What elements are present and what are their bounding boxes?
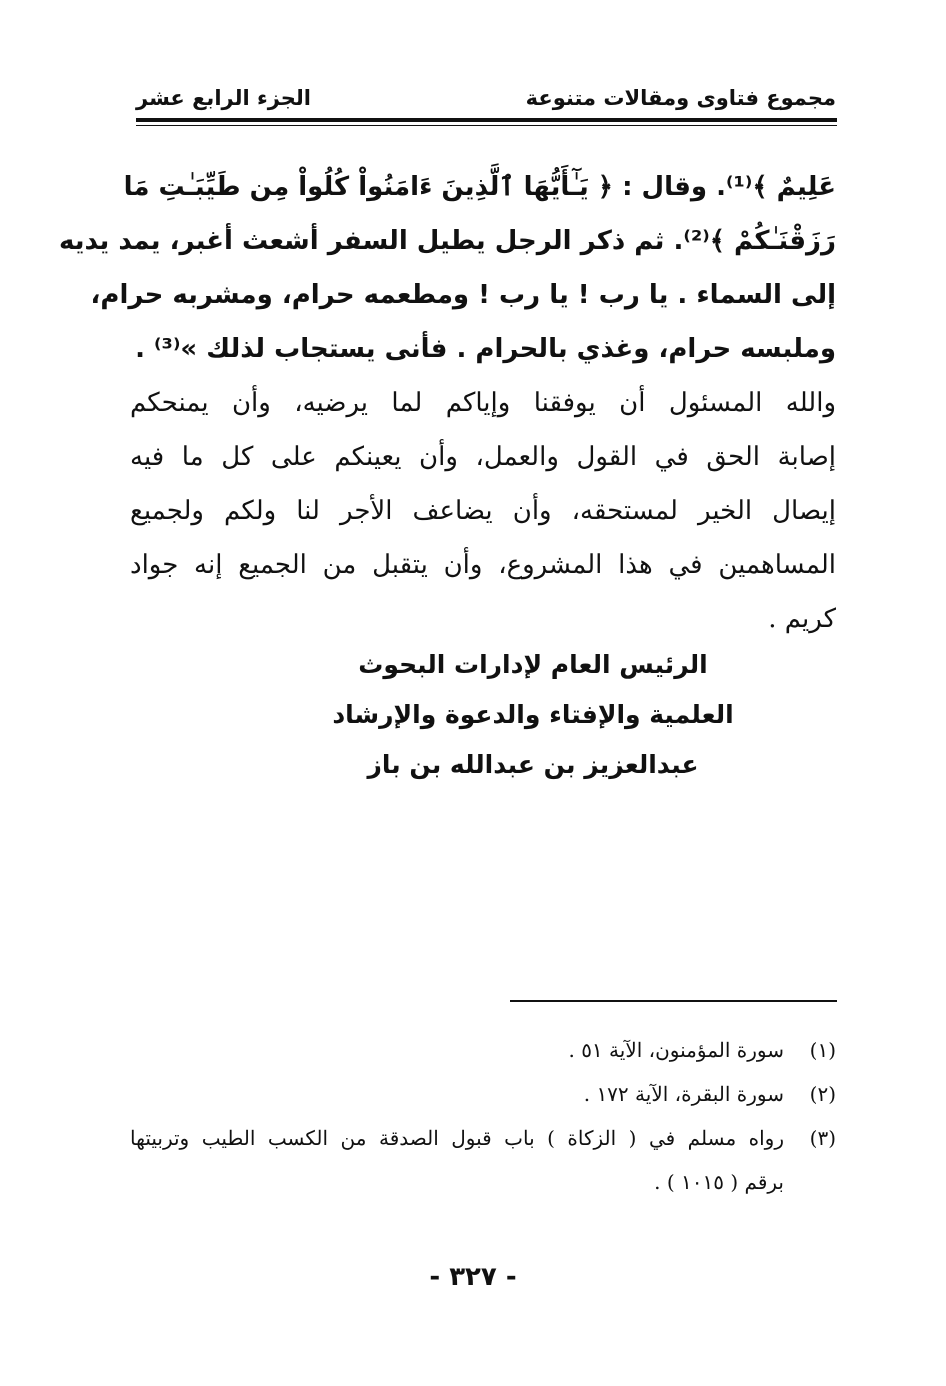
footnotes [130, 1028, 836, 1204]
paragraph-line: وملبسه حرام، وغذي بالحرام . فأنى يستجاب لذلك »⁽³⁾ . [135, 334, 836, 364]
header-rule-thick [136, 118, 837, 122]
header-rule-thin [136, 125, 837, 126]
signature-title-line1: الرئيس العام لإدارات البحوث [358, 650, 708, 679]
paragraph-line: إلى السماء . يا رب ! يا رب ! ومطعمه حرام، ومشربه حرام، [90, 280, 836, 310]
footnote-item [130, 1116, 836, 1160]
footnote-separator [510, 1000, 837, 1002]
volume-title: الجزء الرابع عشر [136, 86, 311, 110]
signature-title-line2: العلمية والإفتاء والدعوة والإرشاد [332, 700, 734, 729]
paragraph-line: كريم . [768, 604, 836, 634]
footnote-text: سورة البقرة، الآية ١٧٢ . [583, 1082, 784, 1106]
paragraph-line: عَلِيمٌ ﴾⁽¹⁾. وقال : ﴿ يَـٰٓأَيُّهَا ٱلَّذِينَ ءَامَنُواْ كُلُواْ مِن طَيِّبَـٰتِ مَا [123, 172, 836, 202]
footnote-number: (١) [809, 1038, 836, 1062]
paragraph-line: إيصال الخير لمستحقه، وأن يضاعف الأجر لنا ولكم ولجميع [130, 496, 836, 526]
footnote-number: (٣) [809, 1126, 836, 1150]
footnote-item [130, 1072, 836, 1116]
footnote-text: سورة المؤمنون، الآية ٥١ . [568, 1038, 784, 1062]
paragraph-line: إصابة الحق في القول والعمل، وأن يعينكم على كل ما فيه [130, 442, 836, 472]
signature-name: عبدالعزيز بن عبدالله بن باز [367, 750, 699, 779]
page-number: - ٣٢٧ - [429, 1262, 517, 1292]
paragraph-line: المساهمين في هذا المشروع، وأن يتقبل من الجميع إنه جواد [130, 550, 836, 580]
paragraph-line: رَزَقْنَـٰكُمْ ﴾⁽²⁾. ثم ذكر الرجل يطيل السفر أشعث أغبر، يمد يديه [58, 226, 836, 256]
paragraph-closing [130, 376, 836, 646]
running-header [136, 86, 836, 112]
signature-block [136, 640, 836, 790]
footnote-text: برقم ( ١٠١٥ ) . [654, 1170, 784, 1194]
footnote-number: (٢) [809, 1082, 836, 1106]
footnote-continuation [130, 1160, 836, 1204]
footnote-text: رواه مسلم في ( الزكاة ) باب قبول الصدقة من الكسب الطيب وتربيتها [130, 1126, 784, 1150]
book-title: مجموع فتاوى ومقالات متنوعة [525, 86, 836, 110]
paragraph-hadith [58, 160, 836, 376]
footnote-item [130, 1028, 836, 1072]
paragraph-line: والله المسئول أن يوفقنا وإياكم لما يرضيه، وأن يمنحكم [130, 388, 836, 418]
